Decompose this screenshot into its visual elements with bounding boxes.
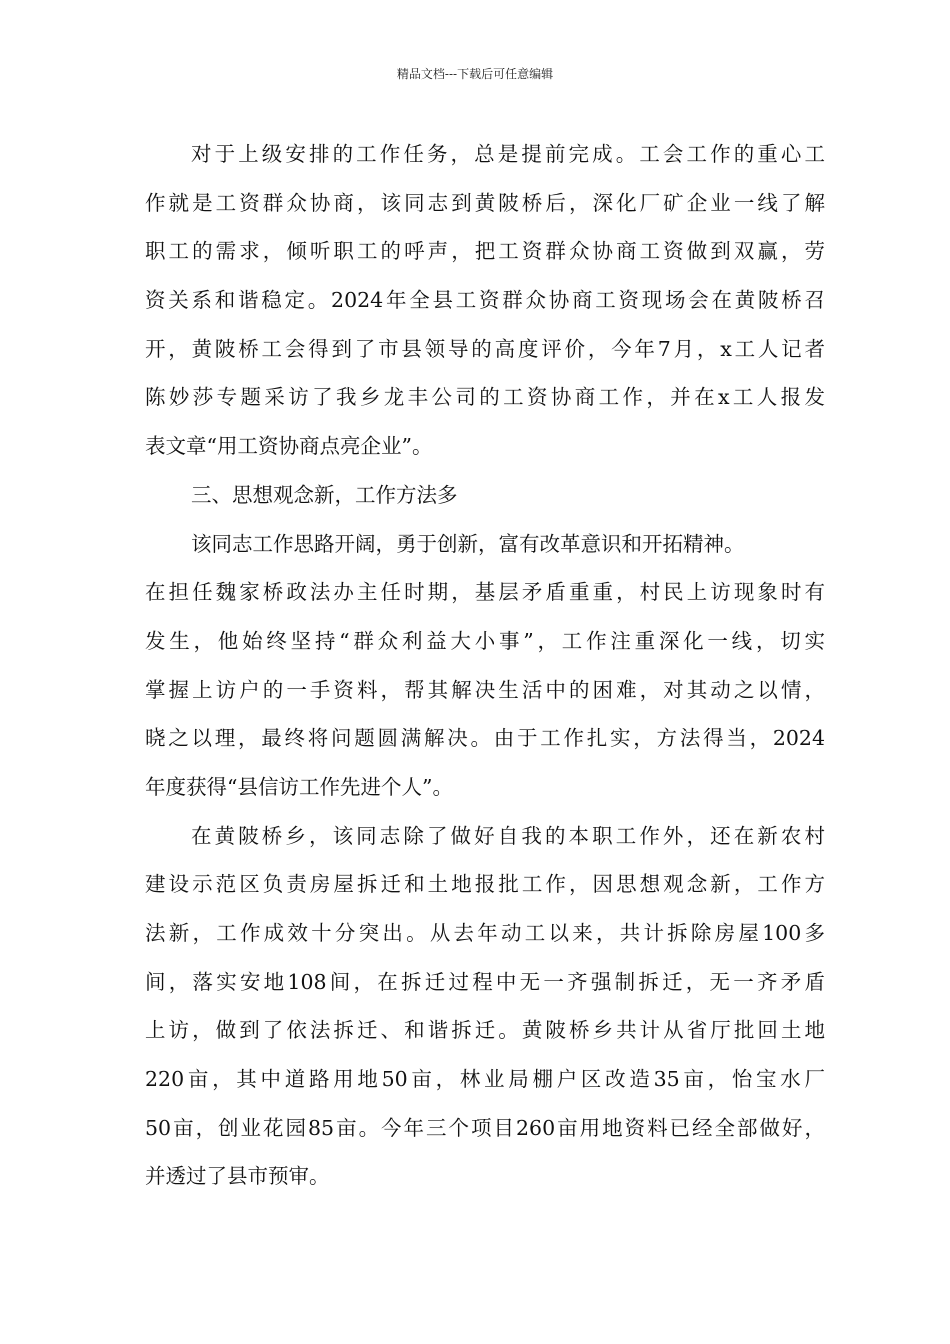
text-line: 晓之以理，最终将问题圆满解决。由于工作扎实，方法得当，2024 xyxy=(145,726,825,751)
text-line: 建设示范区负责房屋拆迁和土地报批工作，因思想观念新，工作方 xyxy=(145,872,825,897)
text-line: 发生，他始终坚持“群众利益大小事”，工作注重深化一线，切实 xyxy=(145,628,825,653)
text-line: 资关系和谐稳定。2024年全县工资群众协商工资现场会在黄陂桥召 xyxy=(145,288,825,313)
text-line: 开，黄陂桥工会得到了市县领导的高度评价，今年7月，x工人记者 xyxy=(145,336,825,361)
text-line: 并透过了县市预审。 xyxy=(145,1164,330,1189)
text-line: 在黄陂桥乡，该同志除了做好自我的本职工作外，还在新农村 xyxy=(191,823,825,848)
page-header: 精品文档---下载后可任意编辑 xyxy=(396,67,554,81)
text-line: 职工的需求，倾听职工的呼声，把工资群众协商工资做到双赢，劳 xyxy=(145,239,825,264)
text-line: 作就是工资群众协商，该同志到黄陂桥后，深化厂矿企业一线了解 xyxy=(145,190,825,215)
text-line: 陈妙莎专题采访了我乡龙丰公司的工资协商工作，并在x工人报发 xyxy=(145,385,825,410)
text-line: 表文章“用工资协商点亮企业”。 xyxy=(145,434,433,459)
text-line: 掌握上访户的一手资料，帮其解决生活中的困难，对其动之以情， xyxy=(145,677,825,702)
text-line: 对于上级安排的工作任务，总是提前完成。工会工作的重心工 xyxy=(191,142,825,166)
text-line: 法新，工作成效十分突出。从去年动工以来，共计拆除房屋100多 xyxy=(145,921,825,945)
document-body xyxy=(145,130,825,1201)
text-line: 年度获得“县信访工作先进个人”。 xyxy=(145,774,453,799)
text-line: 上访，做到了依法拆迁、和谐拆迁。黄陂桥乡共计从省厅批回土地 xyxy=(145,1018,825,1043)
text-line: 50亩，创业花园85亩。今年三个项目260亩用地资料已经全部做好， xyxy=(145,1115,825,1140)
text-line: 220亩，其中道路用地50亩，林业局棚户区改造35亩，怡宝水厂 xyxy=(145,1067,825,1092)
section-heading: 三、思想观念新，工作方法多 xyxy=(191,482,458,507)
text-line: 该同志工作思路开阔，勇于创新，富有改革意识和开拓精神。 xyxy=(191,531,745,556)
text-line: 在担任魏家桥政法办主任时期，基层矛盾重重，村民上访现象时有 xyxy=(145,580,825,605)
text-line: 间，落实安地108间，在拆迁过程中无一齐强制拆迁，无一齐矛盾 xyxy=(145,969,825,994)
